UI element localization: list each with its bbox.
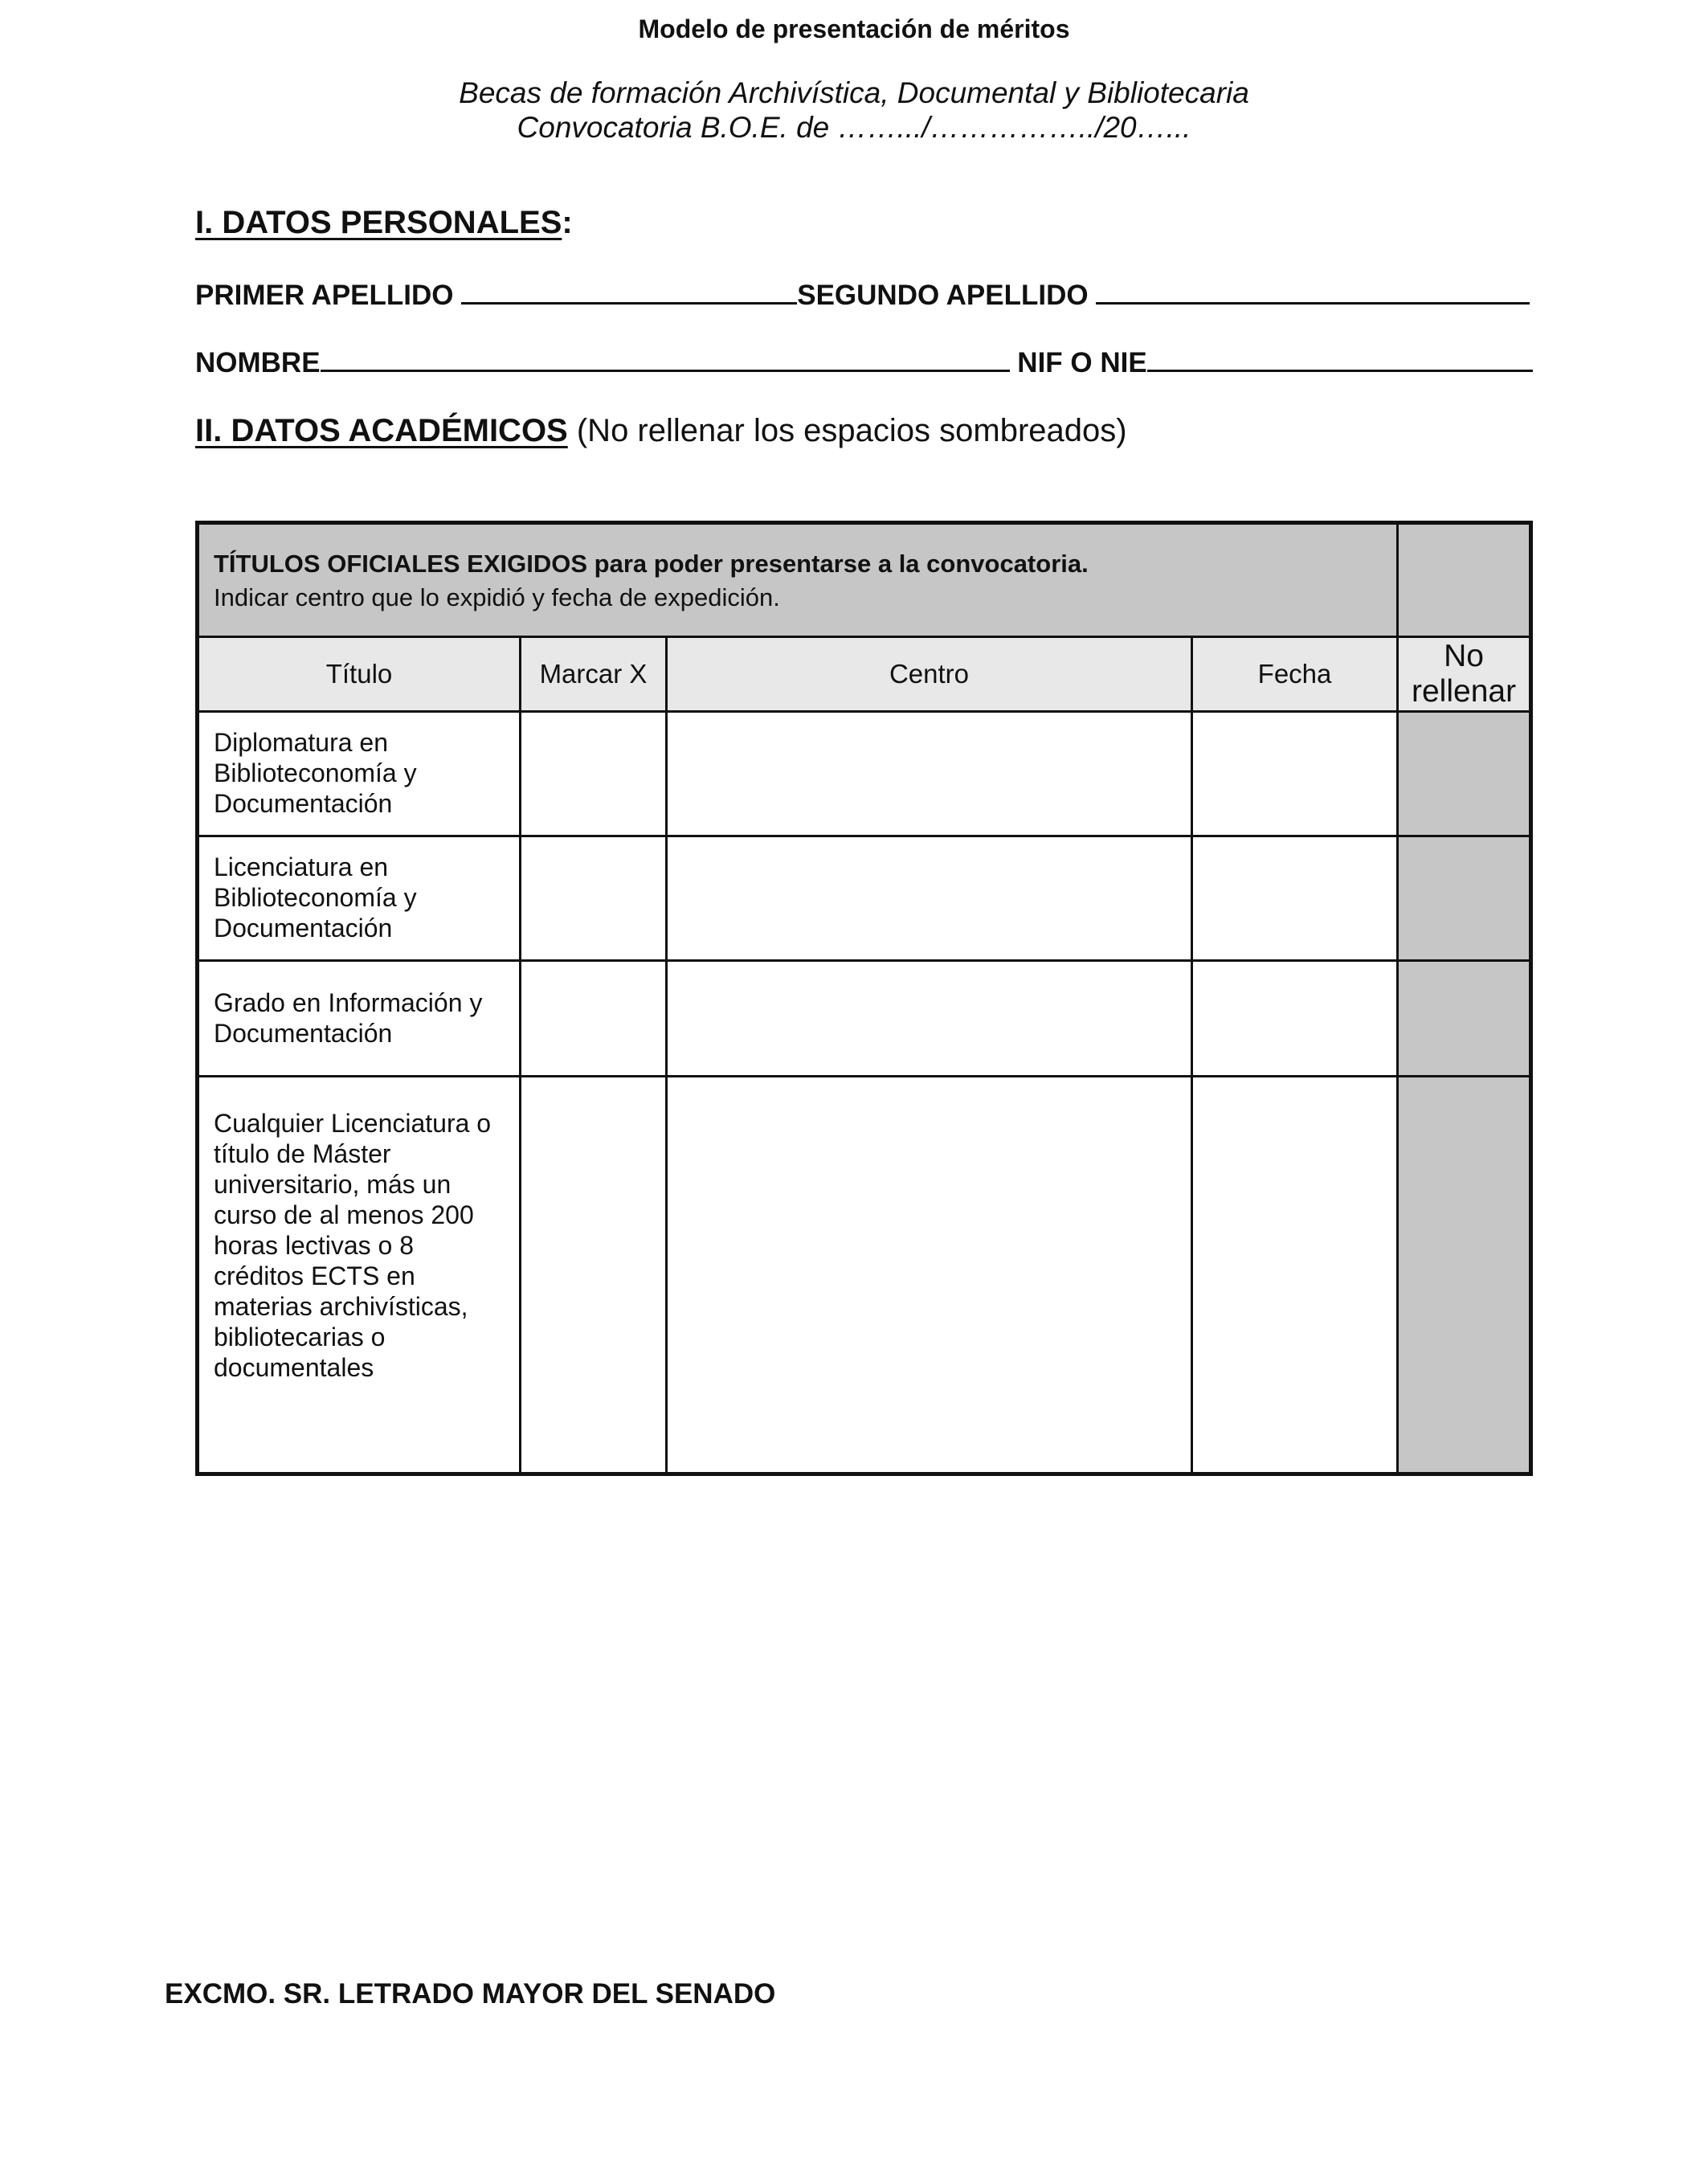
apellidos-line <box>195 280 1530 312</box>
row-fecha-cell[interactable] <box>1192 1077 1398 1474</box>
row-marcar-cell[interactable] <box>521 836 667 961</box>
col-header-fecha: Fecha <box>1192 637 1398 712</box>
primer-apellido-field[interactable] <box>461 281 797 305</box>
table-row <box>198 836 1531 961</box>
row-centro-cell[interactable] <box>667 712 1192 836</box>
heading-colon: : <box>562 205 573 240</box>
row-shaded-cell <box>1398 712 1531 836</box>
row-titulo: Licenciatura en Biblioteconomía y Documentación <box>198 836 521 961</box>
primer-apellido-label: PRIMER APELLIDO <box>195 280 454 311</box>
header-shaded-cell <box>1398 523 1531 637</box>
section-academic-data-title: II. DATOS ACADÉMICOS <box>195 413 568 448</box>
row-fecha-cell[interactable] <box>1192 712 1398 836</box>
col-header-no-rellenar: No rellenar <box>1398 637 1531 712</box>
col-header-titulo: Título <box>198 637 521 712</box>
row-fecha-cell[interactable] <box>1192 836 1398 961</box>
row-fecha-cell[interactable] <box>1192 961 1398 1077</box>
col-header-centro: Centro <box>667 637 1192 712</box>
nombre-field[interactable] <box>321 349 1010 372</box>
row-shaded-cell <box>1398 836 1531 961</box>
table-row <box>198 1077 1531 1474</box>
convocatoria-line: Convocatoria B.O.E. de …….../……………../20…... <box>517 111 1191 144</box>
row-shaded-cell <box>1398 1077 1531 1474</box>
nombre-nif-line <box>195 347 1533 379</box>
section-personal-data-title: I. DATOS PERSONALES <box>195 205 562 240</box>
table-header-title: TÍTULOS OFICIALES EXIGIDOS para poder presentarse a la convocatoria. <box>214 550 1089 578</box>
segundo-apellido-field[interactable] <box>1096 281 1530 305</box>
nombre-label: NOMBRE <box>195 347 321 378</box>
table-header-cell <box>198 523 1398 637</box>
row-centro-cell[interactable] <box>667 1077 1192 1474</box>
segundo-apellido-label: SEGUNDO APELLIDO <box>797 280 1089 311</box>
document-title: Modelo de presentación de méritos <box>638 14 1070 43</box>
titulos-table <box>195 521 1533 1476</box>
table-header-row <box>198 523 1531 637</box>
section-academic-note: (No rellenar los espacios sombreados) <box>576 413 1127 448</box>
table-row <box>198 961 1531 1077</box>
table-header-note: Indicar centro que lo expidió y fecha de expedición. <box>214 583 780 611</box>
row-marcar-cell[interactable] <box>521 961 667 1077</box>
row-marcar-cell[interactable] <box>521 712 667 836</box>
col-header-marcar: Marcar X <box>521 637 667 712</box>
section-personal-data-heading <box>195 205 573 241</box>
table-row <box>198 712 1531 836</box>
row-titulo: Diplomatura en Biblioteconomía y Documentación <box>198 712 521 836</box>
nif-field[interactable] <box>1147 349 1533 372</box>
column-header-row <box>198 637 1531 712</box>
addressee: EXCMO. SR. LETRADO MAYOR DEL SENADO <box>165 1978 776 2010</box>
document-subtitle: Becas de formación Archivística, Documental y Bibliotecaria <box>459 76 1249 109</box>
row-centro-cell[interactable] <box>667 961 1192 1077</box>
row-titulo: Grado en Información y Documentación <box>198 961 521 1077</box>
nif-label: NIF O NIE <box>1017 347 1147 378</box>
row-centro-cell[interactable] <box>667 836 1192 961</box>
section-academic-data-heading <box>195 413 1127 449</box>
row-marcar-cell[interactable] <box>521 1077 667 1474</box>
row-titulo: Cualquier Licenciatura o título de Máster universitario, más un curso de al menos 200 horas lectivas o 8 créditos ECTS en materias archivísticas, bibliotecarias o documentales <box>198 1077 521 1474</box>
row-shaded-cell <box>1398 961 1531 1077</box>
